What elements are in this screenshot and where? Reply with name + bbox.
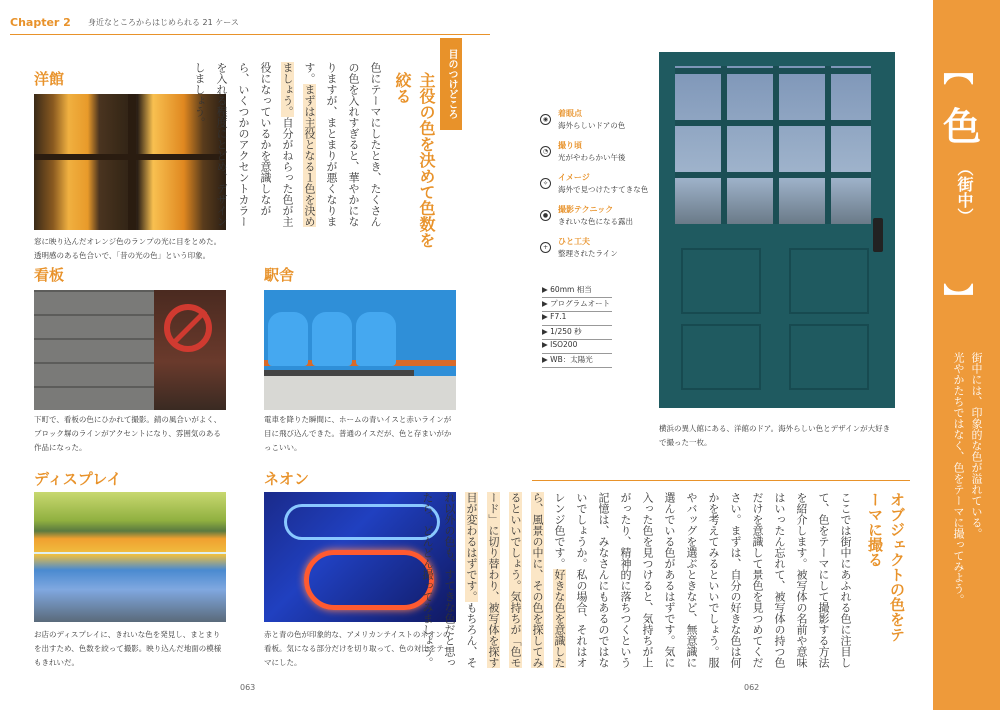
right-heading: オブジェクトの色をテーマに撮る (866, 492, 906, 642)
caption-yokan: 窓に映り込んだオレンジ色のランプの光に目をとめた。透明感のある色合いで、「昔の光の色」という印象。 (34, 237, 222, 260)
info-value: 海外らしいドアの色 (558, 121, 626, 130)
side-tab-lead-2: 光やかたちではなく、色をテーマに撮ってみよう。 (952, 352, 965, 605)
spec-item: ▶ プログラムオート (542, 298, 612, 312)
info-item (540, 108, 650, 140)
info-label: 着眼点 (558, 109, 582, 118)
info-label: 撮影テクニック (558, 205, 614, 214)
right-body-highlight-1: 好きな色を意識したら、風景の中に、その色を探してみるといいでしょう。 (509, 492, 566, 668)
side-tab-title: 色 (943, 105, 982, 149)
chapter-subtitle: 身近なところからはじめられる 21 ケース (88, 18, 239, 27)
info-value: 光がやわらかい午後 (558, 153, 626, 162)
info-value: きれいな色になる露出 (558, 217, 633, 226)
spec-item: ▶ ISO200 (542, 340, 612, 354)
door-window (675, 66, 871, 224)
info-label: ひと工夫 (558, 237, 590, 246)
left-body-highlight: まずは主役となる１色を決めましょう。 (281, 62, 316, 227)
spec-item: ▶ 1/250 秒 (542, 326, 612, 340)
photo-door (659, 52, 895, 408)
bench-bar (264, 370, 414, 376)
blue-seat (356, 312, 396, 366)
left-heading: 主役の色を決めて色数を絞る (393, 72, 436, 248)
door-handle (873, 218, 883, 252)
page-number-left: 063 (240, 683, 256, 692)
side-tab (933, 0, 1000, 710)
caption-ekisha: 電車を降りた瞬間に、ホームの青いイスと赤いラインが目に飛び込んできた。普通のイスだが、色と存まいがかっこいい。 (264, 415, 452, 452)
info-list (540, 108, 650, 268)
blue-seat (312, 312, 352, 366)
section-title-yokan: 洋館 (34, 70, 65, 88)
right-body-a: ここでは街中にあふれる色に注目して、色をテーマにして撮影する方法を紹介します。被写体の名前や意味はいったん忘れて、被写体の持つ色だけを意識して景色を見つめてください。まずは、自分の好きな色は何かを考えてみるといいでしょう。服やバッグを選ぶときなど、無意識に選んでいる色があるはずです。気に入った色を見つけると、気持ちが上がったり、精神的に落ちつくという記憶は、みなさんにもあるのではないでしょうか。私の場合、それはオレンジ色です。 (553, 492, 852, 668)
photo-kanban (34, 290, 226, 410)
body-divider (532, 480, 910, 481)
info-item (540, 236, 650, 268)
side-tab-lead-1: 街中には、印象的な色が溢れている。 (970, 352, 983, 539)
info-item (540, 172, 650, 204)
side-tab-subtitle: （街中） (955, 160, 974, 224)
window-frame-vertical (128, 94, 136, 230)
photo-display (34, 492, 226, 622)
spec-item: ▶ WB：太陽光 (542, 354, 612, 368)
section-title-ekisha: 駅舎 (264, 266, 295, 284)
clock-icon: ◔ (540, 146, 551, 157)
spec-item: ▶ F7.1 (542, 312, 612, 326)
photo-ekisha (264, 290, 456, 410)
door-panel (681, 324, 761, 390)
right-body (421, 492, 856, 670)
tab-meno-tsukedokoro: 目のつけどころ (440, 38, 462, 130)
section-title-neon: ネオン (264, 470, 310, 488)
door-panel (789, 324, 869, 390)
info-label: イメージ (558, 173, 590, 182)
platform-floor (264, 376, 456, 410)
chapter-label: Chapter 2 (10, 16, 71, 29)
left-body-end: 自分がねらった色が主役になっているかを意識しながら、いくつかのアクセントカラーを入れる程度にとどめ、デザインしましょう。 (193, 62, 294, 227)
caption-kanban: 下町で、看板の色にひかれて撮影。錆の風合いがよく、ブロック塀のラインがアクセントになり、雰囲気のある作品になった。 (34, 415, 222, 452)
info-item (540, 140, 650, 172)
caption-display: お店のディスプレイに、きれいな色を発見し、まとまりを出すため、色数を絞って撮影。映り込んだ地面の模様もきれいだ。 (34, 630, 222, 667)
info-item (540, 204, 650, 236)
door-panel (681, 248, 761, 314)
caption-door: 横浜の異人館にある、洋館のドア。海外らしい色とデザインが大好きで撮った一枚。 (659, 424, 891, 447)
spec-list (542, 284, 612, 368)
bracket-close: 】 (939, 283, 974, 313)
blue-seat (268, 312, 308, 366)
eye-icon: ◉ (540, 114, 551, 125)
red-neon-sign (304, 550, 434, 610)
idea-icon: ✧ (540, 178, 551, 189)
caption-neon: 赤と青の色が印象的な、アメリカンテイストのネオンの看板。気になる部分だけを切り取って、色の対比をテーマにした。 (264, 630, 452, 667)
page-number-right: 062 (744, 683, 760, 692)
left-body-plain: 色にテーマにしたとき、たくさんの色を入れすぎると、華やかになりますが、まとまりが悪くなります。 (303, 62, 382, 227)
info-value: 整理されたライン (558, 249, 618, 258)
bracket-open: 【 (939, 55, 974, 85)
spec-item: ▶ 60mm 相当 (542, 284, 612, 298)
header-rule (10, 34, 490, 35)
section-title-kanban: 看板 (34, 266, 65, 284)
right-body-highlight-2: 気持ちが「色モード」に切り替わり、被写体を探す目が変わるはずです。 (465, 492, 522, 668)
no-symbol-icon (164, 304, 212, 352)
camera-icon: ● (540, 210, 551, 221)
info-value: 海外で見つけたすてきな色 (558, 185, 649, 194)
door-panel (789, 248, 869, 314)
section-title-display: ディスプレイ (34, 470, 122, 488)
plus-icon: + (540, 242, 551, 253)
left-body (193, 62, 386, 234)
right-body-b: もちろん、それ以外の色も、すてきな色だと思ったら、どんどん撮ってみましょう。 (421, 492, 478, 668)
glass-shelf (34, 552, 226, 554)
info-label: 撮り頃 (558, 141, 582, 150)
